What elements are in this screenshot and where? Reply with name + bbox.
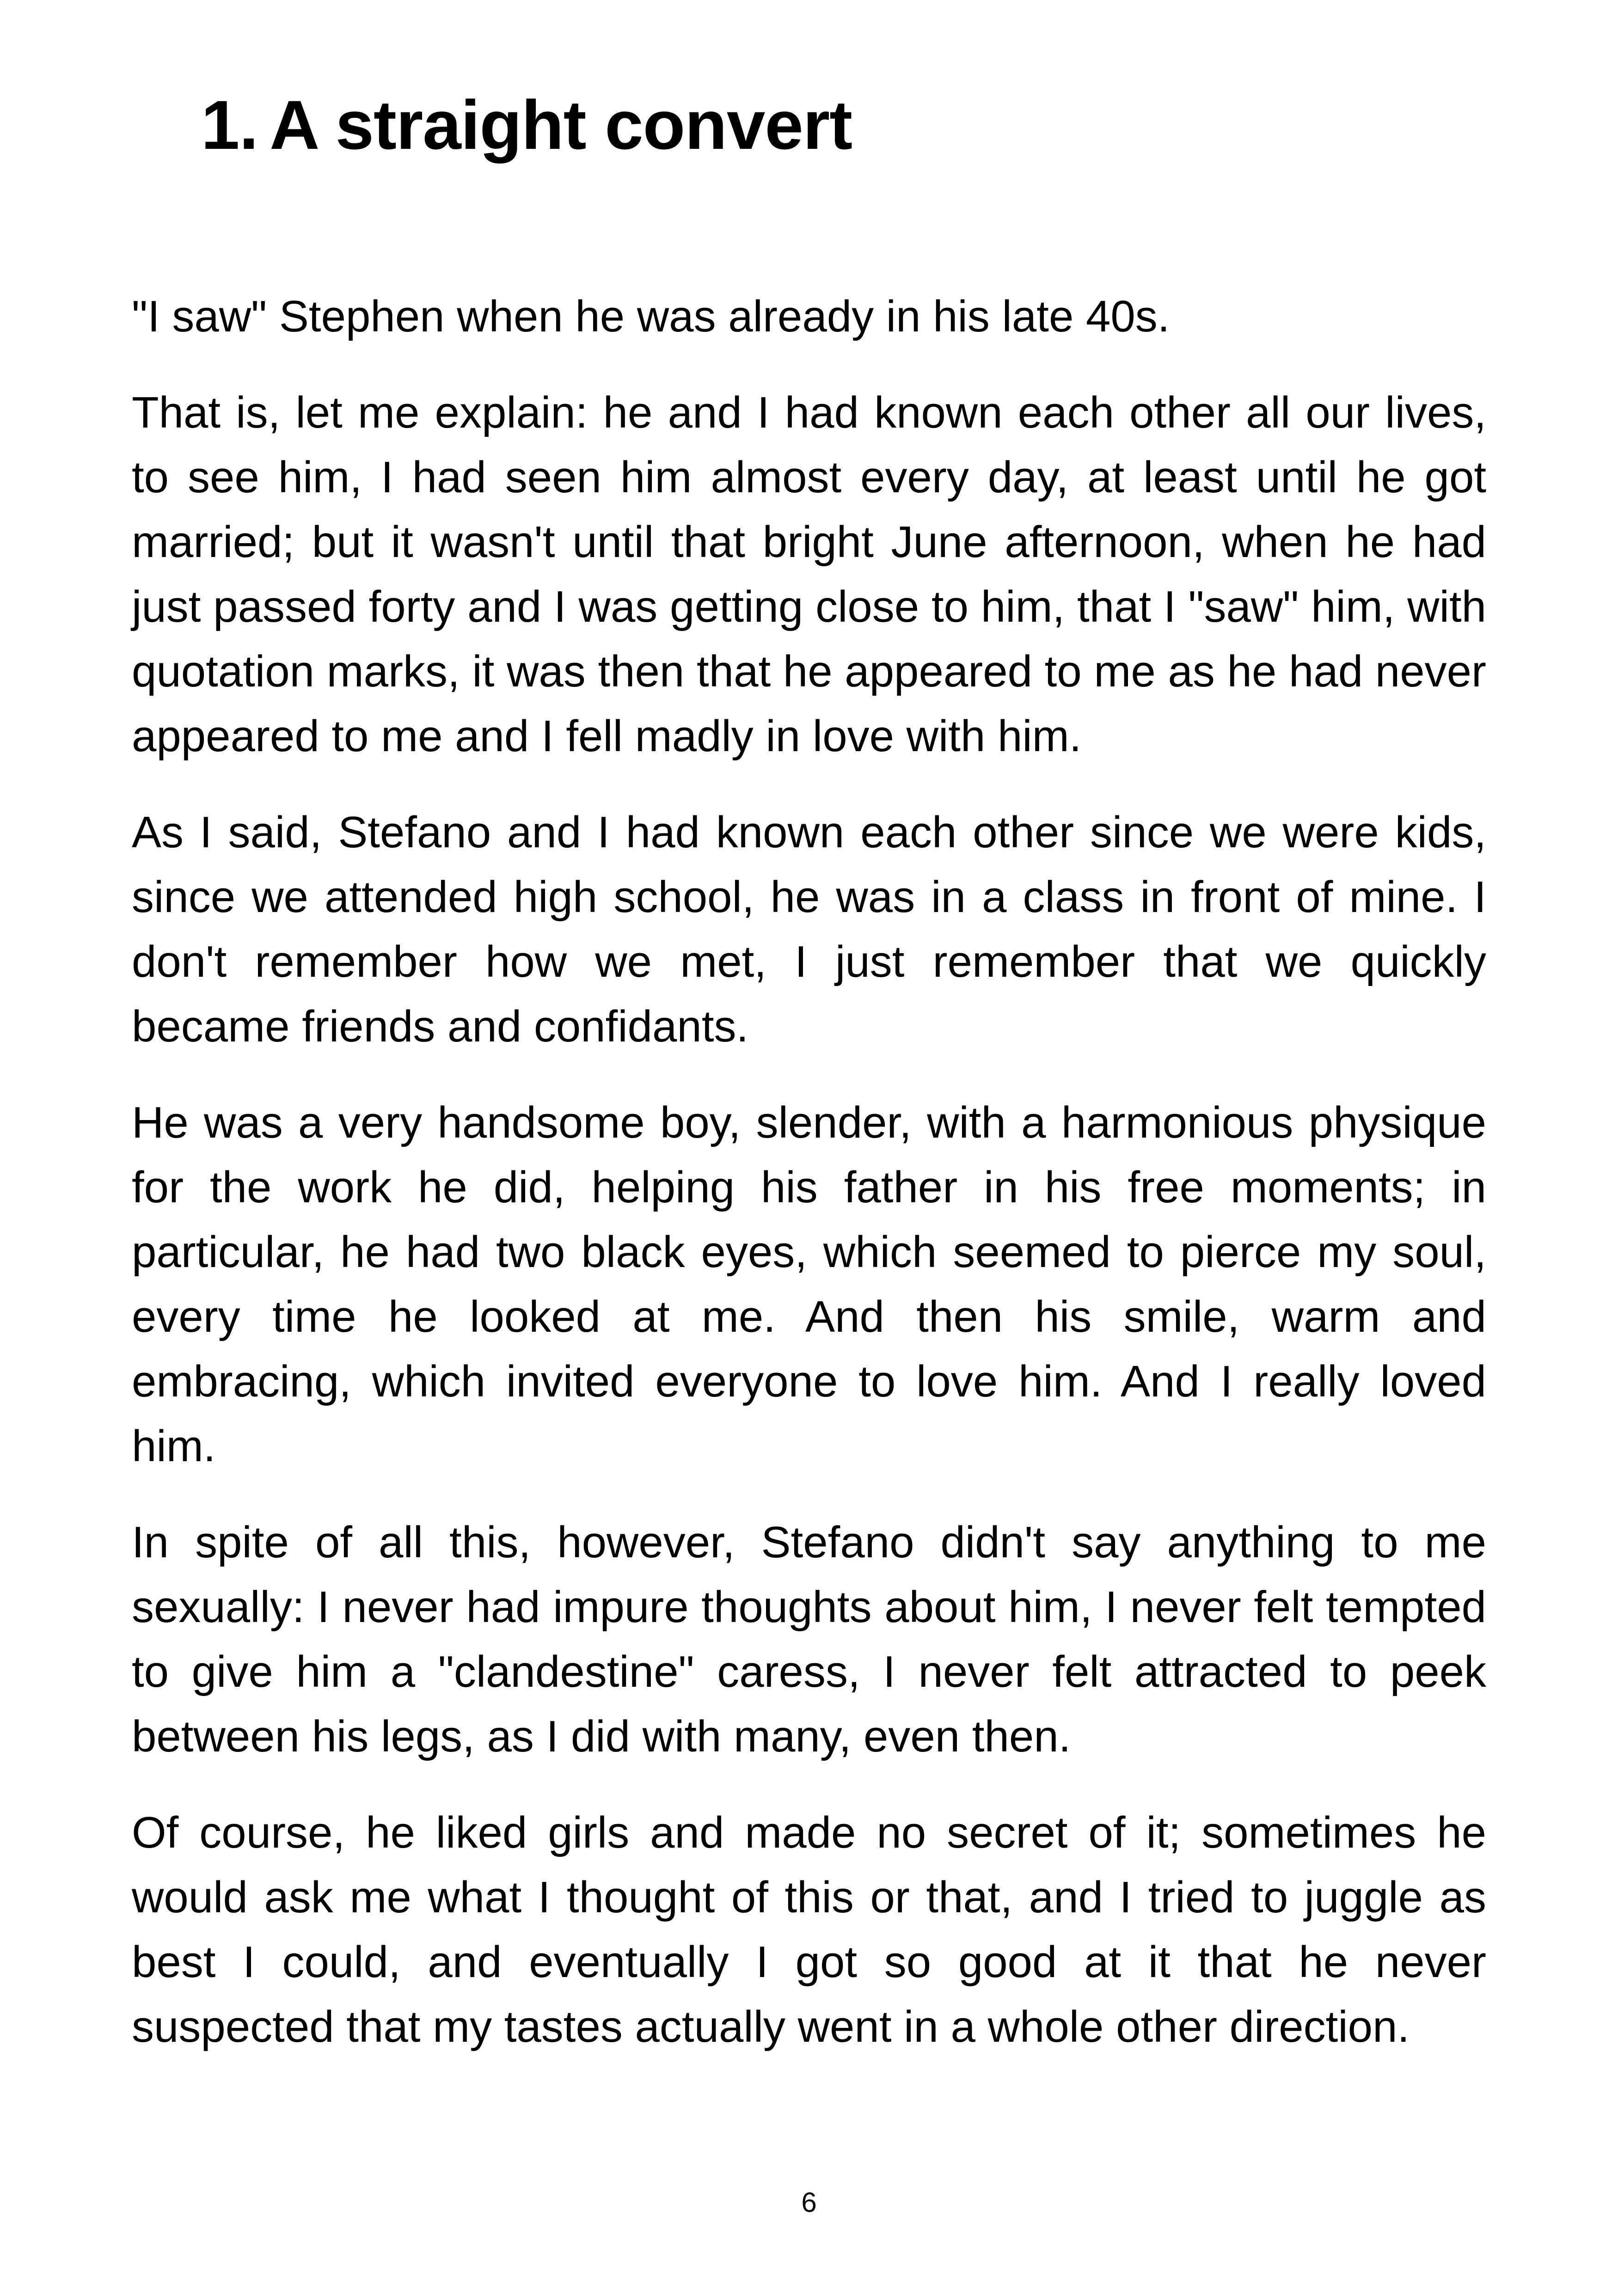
paragraph: That is, let me explain: he and I had known each other all our lives, to see him, I had seen him almost every day, at least until he got married; but it wasn't until that bright June afternoon, when he had just passed forty and I was getting close to him, that I "saw" him, with quotation marks, it was then that he appeared to me as he had never appeared to me and I fell madly in love with him.: [132, 388, 1486, 761]
chapter-heading: [201, 79, 852, 171]
chapter-body: [132, 284, 1486, 2091]
paragraph: As I said, Stefano and I had known each other since we were kids, since we attended high school, he was in a class in front of mine. I don't remember how we met, I just remember that we quickly became friends and confidants.: [132, 808, 1486, 1051]
page-number: 6: [801, 2187, 817, 2218]
paragraph: "I saw" Stephen when he was already in his late 40s.: [132, 292, 1170, 341]
paragraph: He was a very handsome boy, slender, with a harmonious physique for the work he did, helping his father in his free moments; in particular, he had two black eyes, which seemed to pierce my soul, every time he looked at me. And then his smile, warm and embracing, which invited everyone to love him. And I really loved him.: [132, 1098, 1486, 1471]
paragraph: Of course, he liked girls and made no secret of it; sometimes he would ask me what I thought of this or that, and I tried to juggle as best I could, and eventually I got so good at it that he never suspected that my tastes actually went in a whole other direction.: [132, 1808, 1486, 2051]
chapter-number: 1.: [201, 86, 258, 164]
paragraph: In spite of all this, however, Stefano didn't say anything to me sexually: I never had impure thoughts about him, I never felt tempted to give him a "clandestine" caress, I never felt attracted to peek between his legs, as I did with many, even then.: [132, 1518, 1486, 1761]
chapter-title: A straight convert: [270, 86, 852, 164]
